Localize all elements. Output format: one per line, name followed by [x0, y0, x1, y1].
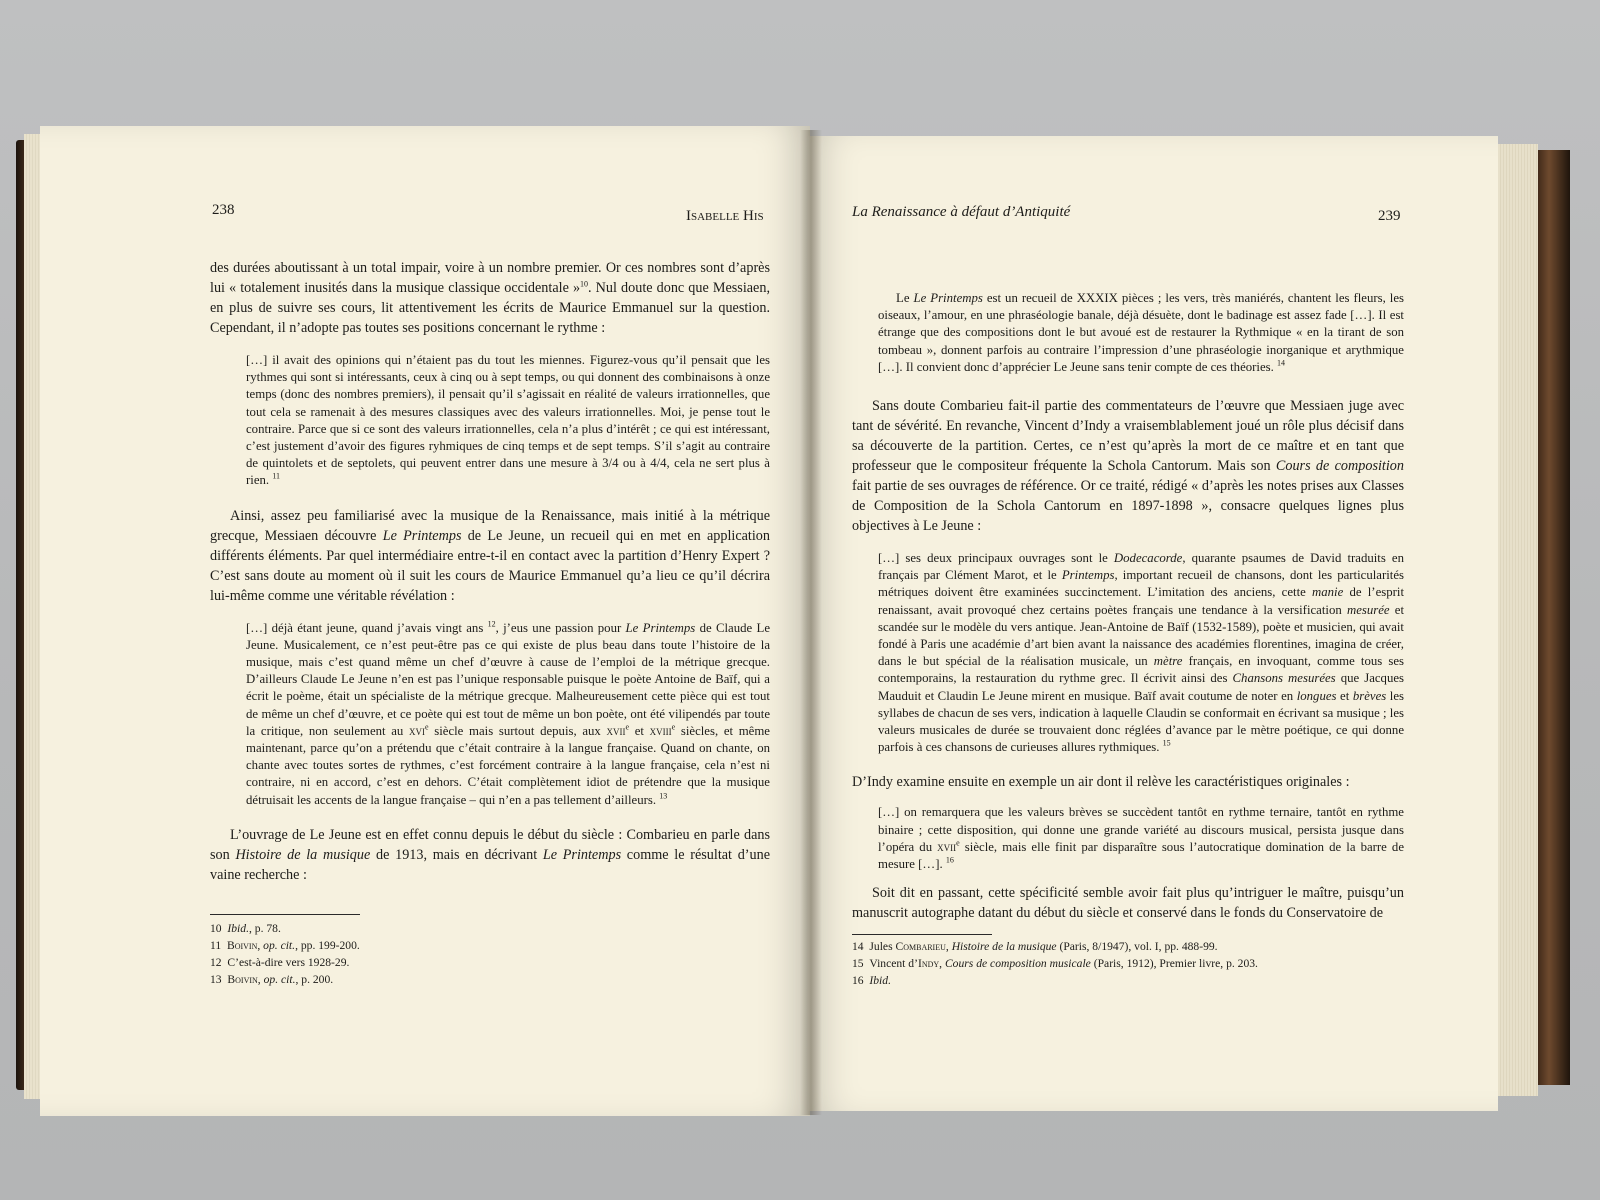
left-quote-2: […] déjà étant jeune, quand j’avais vingt ans $^{12}$, j’eus une passion pour Le Printemps de Claude Le Jeune. Musicalement, ce n’est peut-être pas ce qui existe de plus beau dans toute l’histoire de la musique, mais c’est quand même un chef d’œuvre à cause de l’emploi de la métrique grecque. D’ailleurs Claude Le Jeune n’en est pas l’unique responsable puisque le poète Antoine de Baïf, qui a écrit le poème, était un spécialiste de la métrique grecque. Malheureusement cette pièce qui est tout de même un chef d’œuvre, et ce poète qui est tout de même un bon poète, ont été vilipendés par toute la critique, non seulement au xvi$^e$ siècle mais surtout depuis, aux xvii$^e$ et xviii$^e$ siècles, et même maintenant, parce qu’on a prétendu que c’était contraire à la langue française. Quand on chante, on chante avec toutes sortes de rythmes, c’est forcément contraire à la langue française, cela n’est ni contraire, ni en accord, c’est en dehors. C’était complètement idiot de prétendre que la musique détruisait les accents de la langue française – qui n’en a pas tellement d’ailleurs. $^{13}$: [246, 619, 771, 807]
left-footnotes: [210, 920, 770, 988]
footnote-ref: 15: [1162, 738, 1171, 748]
footnote-ref: 16: [945, 855, 954, 865]
left-paragraph-1: des durées aboutissant à un total impair, voire à un nombre premier. Or ces nombres sont d’après lui « totalement inusités dans la musique classique occidentale »$^{10}$. Nul doute donc que Messiaen, en plus de suivre ses cours, lit attentivement les écrits de Maurice Emmanuel sur la question. Cependant, il n’adopte pas toutes ses positions concernant le rythme :: [210, 260, 770, 336]
footnote-ref: 10: [580, 279, 589, 289]
left-quote-1: […] il avait des opinions qui n’étaient pas du tout les miennes. Figurez-vous qu’il pensait que les rythmes qui sont si intéressants, ceux à cinq ou à sept temps, ou qui donnent des combinaisons à onze temps (donc des nombres premiers), il pensait qu’il s’agissait en réalité de valeurs irrationnelles, que tout cela se ramenait à des mesures classiques avec des valeurs irrationnelles. Moi, je pense tout le contraire. Parce que si ce sont des valeurs irrationnelles, cela n’a plus d’intérêt ; ce qui est intéressant, c’est justement d’avoir des figures ryhmiques de cinq temps et de sept temps. S’il s’agit au contraire de quintolets et de septolets, qui peuvent entrer dans une mesure à 3/4 ou à 4/4, cela ne sert plus à rien. $^{11}$: [246, 353, 770, 488]
footnote-14: 14 Jules Combarieu, Histoire de la musique (Paris, 8/1947), vol. I, pp. 488-99.: [852, 940, 1218, 953]
footnote-ref: 12: [487, 619, 496, 629]
left-body: [210, 258, 770, 885]
book-gutter: [800, 130, 822, 1115]
right-page-number: 239: [1378, 208, 1401, 224]
right-paragraph-2: D’Indy examine ensuite en exemple un air dont il relève les caractéristiques originales :: [852, 774, 1350, 791]
right-paragraph-1: Sans doute Combarieu fait-il partie des commentateurs de l’œuvre que Messiaen juge avec tant de sévérité. En revanche, Vincent d’Indy a vraisemblablement joué un rôle plus décisif dans sa découverte de la partition. Certes, ce n’est qu’après la mort de ce maître et en tant que professeur que le compositeur fréquente la Schola Cantorum. Mais son Cours de composition fait partie de ses ouvrages de référence. Or ce traité, rédigé « d’après les notes prises aux Classes de Composition de la Schola Cantorum en 1897-1898 », consacre quelques lignes plus objectives à Le Jeune :: [852, 398, 1404, 535]
footnote-ref: 13: [659, 791, 668, 801]
footnote-ref: 14: [1277, 358, 1286, 368]
footnote-16: 16 Ibid.: [852, 974, 891, 987]
right-body: [852, 290, 1404, 923]
left-footnote-rule: [210, 914, 360, 915]
footnote-12: 12 C’est-à-dire vers 1928-29.: [210, 956, 350, 969]
footnote-15: 15 Vincent d’Indy, Cours de composition musicale (Paris, 1912), Premier livre, p. 203.: [852, 957, 1258, 970]
right-footnotes: [852, 938, 1404, 989]
right-quote-3: […] on remarquera que les valeurs brèves se succèdent tantôt en rythme ternaire, tantôt en rythme binaire ; cette disposition, qui donne une grande variété au discours musical, persista jusque dans l’opéra du xvii$^e$ siècle, mais elle finit par disparaître sous l’autocratique domination de la barre de mesure […]. $^{16}$: [878, 805, 1404, 872]
left-running-head: Isabelle His: [686, 208, 764, 224]
right-paragraph-3: Soit dit en passant, cette spécificité semble avoir fait plus qu’intriguer le maître, puisqu’un manuscrit autographe datant du début du siècle et conservé dans le fonds du Conservatoire de: [852, 885, 1404, 922]
footnote-10: 10 Ibid., p. 78.: [210, 922, 281, 935]
right-footnote-rule: [852, 934, 992, 935]
right-running-head: La Renaissance à défaut d’Antiquité: [852, 204, 1071, 220]
left-paragraph-3: L’ouvrage de Le Jeune est en effet connu depuis le début du siècle : Combarieu en parle dans son Histoire de la musique de 1913, mais en décrivant Le Printemps comme le résultat d’une vaine recherche :: [210, 826, 771, 883]
footnote-ref: 11: [272, 472, 281, 482]
left-page-number: 238: [212, 202, 235, 218]
right-quote-1: Le Le Printemps est un recueil de XXXIX pièces ; les vers, très maniérés, chantent les fleurs, les oiseaux, l’amour, en une phraséologie banale, déjà désuète, dont le badinage est assez fade […]. Il est étrange que des compositions dont le but avoué est de restaurer la Rythmique « en la tirant de son tombeau », donnent parfois au contraire l’impression d’une phraséologie inorganique et arythmique […]. Il convient donc d’apprécier Le Jeune sans tenir compte de ces théories. $^{14}$: [878, 291, 1404, 374]
left-paragraph-2: Ainsi, assez peu familiarisé avec la musique de la Renaissance, mais initié à la métrique grecque, Messiaen découvre Le Printemps de Le Jeune, un recueil qui en met en application différents éléments. Par quel intermédiaire entre-t-il en contact avec la partition d’Henry Expert ? C’est sans doute au moment où il suit les cours de Maurice Emmanuel qu’a lieu ce qu’il décrira lui-même comme une véritable révélation :: [210, 507, 770, 604]
right-quote-2: […] ses deux principaux ouvrages sont le Dodecacorde, quarante psaumes de David traduits en français par Clément Marot, et le Printemps, important recueil de chansons, dont les particularités métriques doivent être examinées succinctement. L’imitation des anciens, cette manie de l’esprit renaissant, avait provoqué chez certains poètes français une tendance à la versification mesurée et scandée sur le modèle du vers antique. Jean-Antoine de Baïf (1532-1589), poète et musicien, qui avait fondé à Paris une académie d’art bien avant la naissance des académies florentines, imagina de créer, dans le but spécial de la réalisation musicale, un mètre français, en invoquant, comme tous ses contemporains, la restauration du rythme grec. Il écrivit ainsi des Chansons mesurées que Jacques Mauduit et Claudin Le Jeune mirent en musique. Baïf avait coutume de noter en longues et brèves les syllabes de chacun de ses vers, indication à laquelle Claudin se conformait en écrivant sa musique ; les valeurs musicales de durée se trouvaient donc réglées d’avance par le mètre poétique, ce qui donne parfois à ces chansons de curieuses allures rythmiques. $^{15}$: [878, 551, 1405, 755]
footnote-11: 11 Boivin, op. cit., pp. 199-200.: [210, 939, 360, 952]
footnote-13: 13 Boivin, op. cit., p. 200.: [210, 973, 334, 986]
